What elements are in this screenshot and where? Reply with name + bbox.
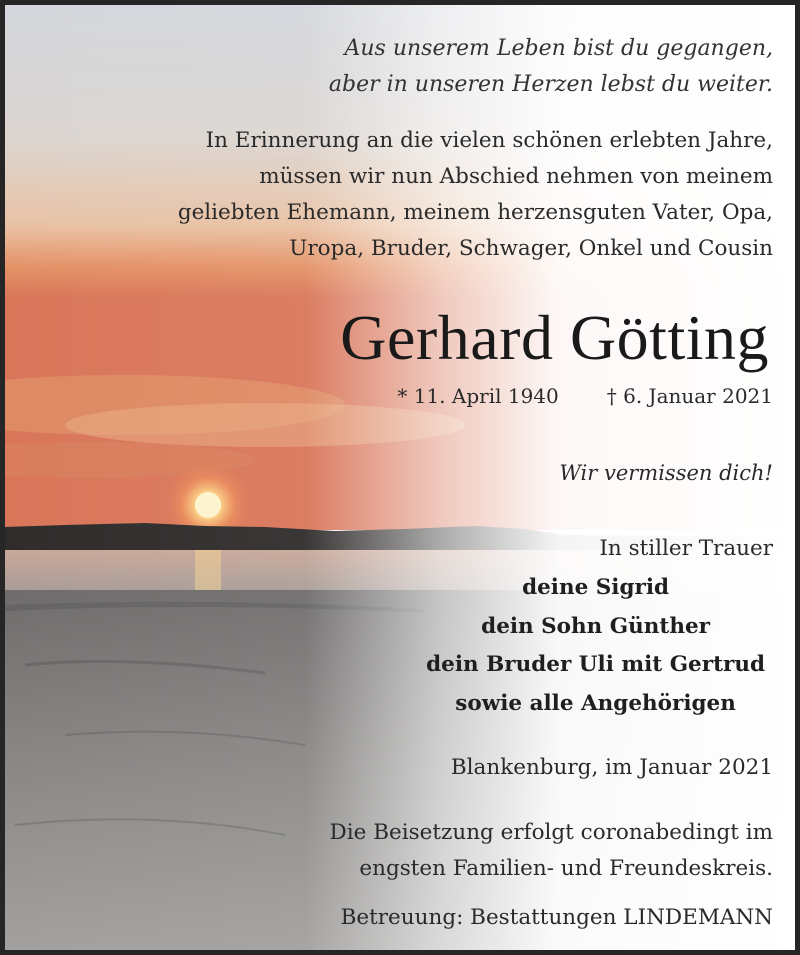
mourner: dein Sohn Günther [481,613,710,639]
funeral-note-line: Die Beisetzung erfolgt coronabedingt im [329,820,773,845]
memorial-quote [329,31,773,103]
intro-line: Uropa, Bruder, Schwager, Onkel und Cousin [289,236,773,261]
mourning-heading: In stiller Trauer [599,536,773,561]
deceased-name: Gerhard Götting [340,302,769,373]
quote-line: Aus unserem Leben bist du gegangen, [344,36,773,61]
funeral-note [330,815,773,887]
intro-line: müssen wir nun Abschied nehmen von meinem [259,164,773,189]
funeral-note-line: engsten Familien- und Freundeskreis. [359,856,773,881]
death-date: † 6. Januar 2021 [606,384,773,408]
mourner: sowie alle Angehörigen [455,690,736,716]
life-dates [397,381,773,411]
quote-line: aber in unseren Herzen lebst du weiter. [328,72,773,97]
mourner: deine Sigrid [522,575,670,600]
birth-date: * 11. April 1940 [397,384,559,408]
intro-text [178,123,773,267]
intro-line: geliebten Ehemann, meinem herzensguten Vater, Opa, [177,200,773,225]
intro-line: In Erinnerung an die vielen schönen erlebten Jahre, [205,128,773,153]
missing-line: Wir vermissen dich! [559,461,773,485]
mourners-list [426,569,765,723]
place-date: Blankenburg, im Januar 2021 [450,755,773,780]
mourner: dein Bruder Uli mit Gertrud [426,652,765,677]
undertaker-credit: Betreuung: Bestattungen LINDEMANN [340,905,773,930]
